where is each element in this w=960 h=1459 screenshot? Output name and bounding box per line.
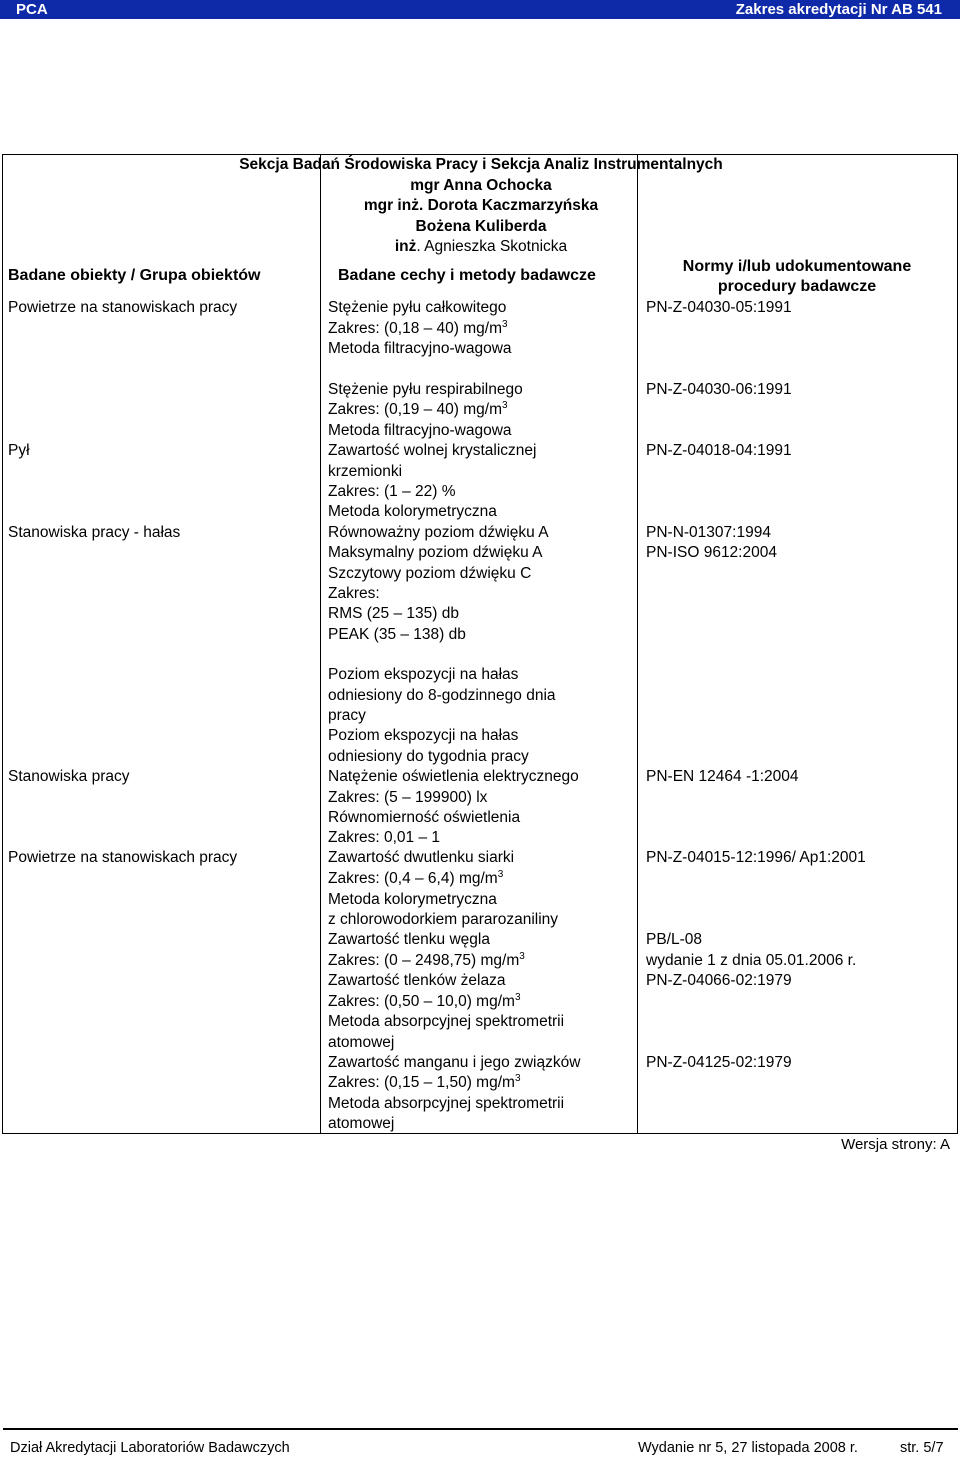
method-line: pracy <box>328 707 366 724</box>
method-line: Metoda filtracyjno-wagowa <box>328 422 512 439</box>
method-line: Zakres: (0,19 – 40) $mg/m^3$ <box>328 400 508 418</box>
column-divider-2 <box>637 155 638 1133</box>
norm-entry: PN-Z-04125-02:1979 <box>646 1054 792 1071</box>
method-line: Równomierność oświetlenia <box>328 809 521 826</box>
object-entry: Pył <box>8 442 30 459</box>
method-line: krzemionki <box>328 463 403 480</box>
method-line: Poziom ekspozycji na hałas <box>328 727 519 744</box>
header-left-label: PCA <box>16 1 48 18</box>
page-version-note: Wersja strony: A <box>841 1136 950 1153</box>
footer-department: Dział Akredytacji Laboratoriów Badawczych <box>10 1440 290 1456</box>
norm-entry: PN-Z-04030-06:1991 <box>646 381 792 398</box>
norm-entry: PN-Z-04015-12:1996/ Ap1:2001 <box>646 849 866 866</box>
method-line: Szczytowy poziom dźwięku C <box>328 565 532 582</box>
norm-entry: PN-ISO 9612:2004 <box>646 544 777 561</box>
method-line: Natężenie oświetlenia elektrycznego <box>328 768 579 785</box>
object-entry: Powietrze na stanowiskach pracy <box>8 849 238 866</box>
section-person-4 <box>3 237 959 258</box>
section-person-3: Bożena Kuliberda <box>415 217 547 235</box>
method-line: Zakres: 0,01 – 1 <box>328 829 441 846</box>
column-header-objects: Badane obiekty / Grupa obiektów <box>8 267 261 284</box>
method-line: Zakres: (5 – 199900) lx <box>328 789 488 806</box>
method-line: Równoważny poziom dźwięku A <box>328 524 549 541</box>
object-entry: Powietrze na stanowiskach pracy <box>8 299 238 316</box>
method-line: Zakres: (0,15 – 1,50) $mg/m^3$ <box>328 1073 521 1091</box>
page-header-bar <box>0 0 960 19</box>
method-line: Zakres: <box>328 585 380 602</box>
method-line: Zawartość tlenków żelaza <box>328 972 506 989</box>
norm-entry: PN-Z-04030-05:1991 <box>646 299 792 316</box>
section-person-1: mgr Anna Ochocka <box>410 176 552 194</box>
method-line: z chlorowodorkiem pararozaniliny <box>328 911 559 928</box>
method-line: Zakres: (0,18 – 40) $mg/m^3$ <box>328 319 508 337</box>
method-line: Zakres: (0,50 – 10,0) $mg/m^3$ <box>328 992 521 1010</box>
method-line: odniesiony do 8-godzinnego dnia <box>328 687 556 704</box>
norm-entry: PN-Z-04066-02:1979 <box>646 972 792 989</box>
footer-divider <box>3 1428 958 1430</box>
footer-edition: Wydanie nr 5, 27 listopada 2008 r. <box>638 1440 858 1456</box>
method-line: Maksymalny poziom dźwięku A <box>328 544 543 561</box>
method-line: Metoda absorpcyjnej spektrometrii <box>328 1095 565 1112</box>
method-line: Metoda kolorymetryczna <box>328 891 497 908</box>
method-line: PEAK (35 – 138) db <box>328 626 466 643</box>
method-line: Metoda absorpcyjnej spektrometrii <box>328 1013 565 1030</box>
method-line: Zawartość manganu i jego związków <box>328 1054 581 1071</box>
method-line: Zakres: (1 – 22) % <box>328 483 456 500</box>
norm-entry: PN-N-01307:1994 <box>646 524 771 541</box>
column-header-norms-1: Normy i/lub udokumentowane <box>682 258 912 275</box>
method-line: atomowej <box>328 1115 395 1132</box>
method-line: Zakres: (0 – 2498,75) $mg/m^3$ <box>328 951 525 969</box>
method-line: Zawartość dwutlenku siarki <box>328 849 515 866</box>
method-line: Zakres: (0,4 – 6,4) $mg/m^3$ <box>328 869 504 887</box>
method-line: Zawartość tlenku węgla <box>328 931 490 948</box>
footer-page-number: str. 5/7 <box>900 1440 944 1456</box>
method-line: RMS (25 – 135) db <box>328 605 459 622</box>
section-heading <box>3 155 959 258</box>
object-entry: Stanowiska pracy <box>8 768 130 785</box>
method-line: Poziom ekspozycji na hałas <box>328 666 519 683</box>
norm-entry: wydanie 1 z dnia 05.01.2006 r. <box>646 952 857 969</box>
section-person-2: mgr inż. Dorota Kaczmarzyńska <box>363 197 599 215</box>
object-entry: Stanowiska pracy - hałas <box>8 524 181 541</box>
norm-entry: PN-Z-04018-04:1991 <box>646 442 792 459</box>
column-divider-1 <box>320 155 321 1133</box>
section-person-4-rest: . Agnieszka Skotnicka <box>416 238 568 256</box>
method-line: Zawartość wolnej krystalicznej <box>328 442 537 459</box>
norm-entry: PN-EN 12464 -1:2004 <box>646 768 799 785</box>
section-person-4-prefix: inż <box>394 238 417 256</box>
norm-entry: PB/L-08 <box>646 931 703 948</box>
method-line: Metoda kolorymetryczna <box>328 503 497 520</box>
method-line: Stężenie pyłu całkowitego <box>328 299 507 316</box>
section-title: Sekcja Badań Środowiska Pracy i Sekcja Analiz Instrumentalnych <box>239 156 723 173</box>
header-right-label: Zakres akredytacji Nr AB 541 <box>735 1 942 18</box>
column-header-methods: Badane cechy i metody badawcze <box>338 267 596 284</box>
method-line: Metoda filtracyjno-wagowa <box>328 340 512 357</box>
method-line: odniesiony do tygodnia pracy <box>328 748 529 765</box>
column-header-norms-2: procedury badawcze <box>717 278 877 295</box>
method-line: Stężenie pyłu respirabilnego <box>328 381 523 398</box>
method-line: atomowej <box>328 1034 395 1051</box>
